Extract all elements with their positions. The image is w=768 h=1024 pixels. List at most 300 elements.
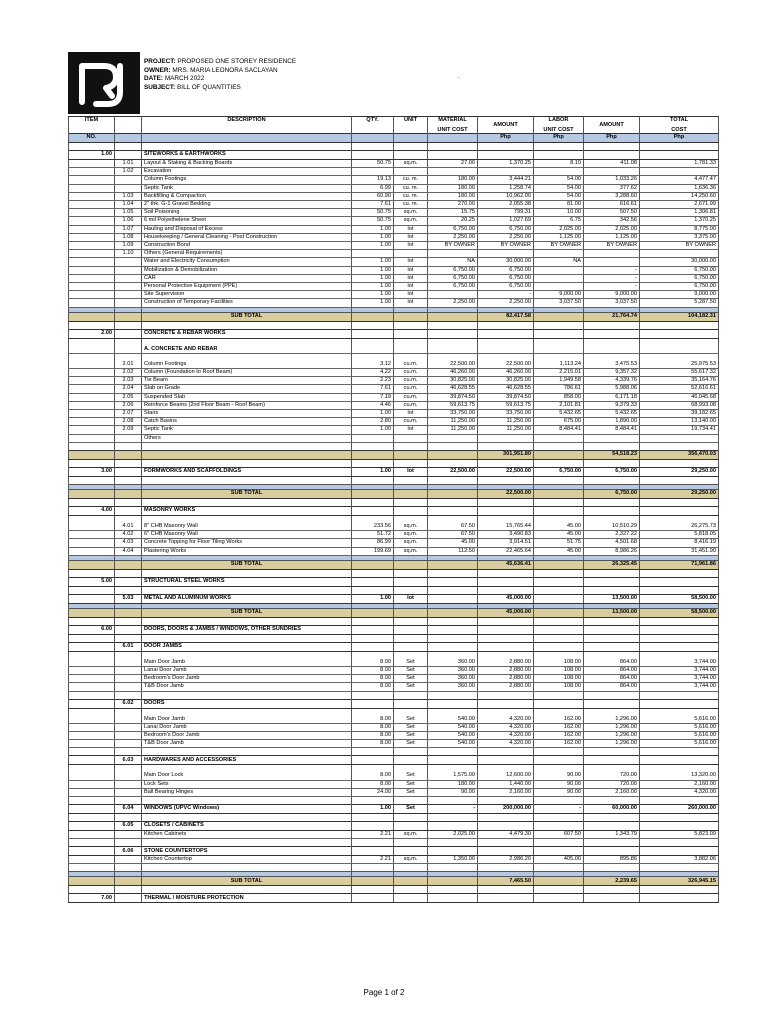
unit: cu.m. — [394, 393, 428, 401]
material-amount: 11,250.00 — [478, 426, 534, 434]
col-php-total: Php — [640, 134, 719, 143]
unit: lot — [394, 299, 428, 307]
labor-unit-cost: 108.00 — [534, 683, 584, 691]
total-cost: 5,616.00 — [640, 740, 719, 748]
labor-amount: - — [584, 274, 640, 282]
description: CONCRETE & REBAR WORKS — [142, 329, 352, 338]
line-item-row — [69, 201, 719, 209]
material-unit-cost: 22,500.00 — [428, 361, 478, 369]
blank-row — [69, 634, 719, 642]
labor-amount: 1,296.00 — [584, 716, 640, 724]
item-number — [69, 184, 115, 192]
line-item-row — [69, 168, 719, 176]
col-item: ITEM — [69, 117, 115, 126]
total-cost — [640, 168, 719, 176]
material-unit-cost: 6,750.00 — [428, 274, 478, 282]
sub-item-number — [115, 434, 142, 442]
description: Others — [142, 434, 352, 442]
description: Housekeeping / General Cleaning - Post Construction — [142, 233, 352, 241]
unit: lot — [394, 242, 428, 250]
sub-item-number — [115, 788, 142, 796]
subtotal-total: 58,500.00 — [640, 608, 719, 617]
sub-item-number: 6.02 — [115, 699, 142, 708]
subtotal-labor: 26,325.45 — [584, 560, 640, 569]
unit: Set — [394, 780, 428, 788]
blank-row — [69, 515, 719, 523]
section-row — [69, 699, 719, 708]
total-cost: 9,000.00 — [640, 291, 719, 299]
quantity: 1.00 — [352, 233, 394, 241]
sub-item-number — [115, 506, 142, 515]
sub-item-number: 2.01 — [115, 361, 142, 369]
col-php-material: Php — [478, 134, 534, 143]
item-number — [69, 856, 115, 864]
item-number — [69, 242, 115, 250]
sub-item-number: 4.01 — [115, 523, 142, 531]
line-item-row — [69, 217, 719, 225]
blank-row — [69, 143, 719, 151]
material-amount: 1,258.74 — [478, 184, 534, 192]
material-unit-cost — [428, 821, 478, 830]
quantity — [352, 699, 394, 708]
unit — [394, 756, 428, 765]
description: MASONRY WORKS — [142, 506, 352, 515]
total-cost: 3,882.06 — [640, 856, 719, 864]
line-item-row — [69, 346, 719, 354]
total-cost: 8,416.19 — [640, 539, 719, 547]
material-amount — [478, 329, 534, 338]
description: Slab on Grade — [142, 385, 352, 393]
total-cost: 5,818.05 — [640, 531, 719, 539]
quantity — [352, 151, 394, 160]
total-cost: 3,375.00 — [640, 233, 719, 241]
section-row — [69, 329, 719, 338]
material-unit-cost: 270.00 — [428, 201, 478, 209]
section-row — [69, 894, 719, 903]
sub-item-number: 2.02 — [115, 369, 142, 377]
line-item-row — [69, 418, 719, 426]
col-php-labor-unit: Php — [534, 134, 584, 143]
item-number — [69, 266, 115, 274]
labor-unit-cost: 45.00 — [534, 531, 584, 539]
labor-amount — [584, 821, 640, 830]
unit — [394, 151, 428, 160]
blank-row — [69, 586, 719, 594]
item-number — [69, 830, 115, 838]
quantity: 8.00 — [352, 675, 394, 683]
sub-item-number — [115, 176, 142, 184]
quantity: 8.00 — [352, 731, 394, 739]
item-number — [69, 699, 115, 708]
material-unit-cost: 2,025.00 — [428, 830, 478, 838]
item-number — [69, 523, 115, 531]
labor-amount — [584, 258, 640, 266]
description: CAR — [142, 274, 352, 282]
labor-unit-cost: 3,037.50 — [534, 299, 584, 307]
sub-item-number — [115, 683, 142, 691]
labor-amount: 13,500.00 — [584, 594, 640, 603]
quantity: 7.19 — [352, 393, 394, 401]
description: Main Door Lock — [142, 772, 352, 780]
item-number — [69, 731, 115, 739]
blank-row — [69, 708, 719, 716]
item-number — [69, 401, 115, 409]
total-cost — [640, 250, 719, 258]
item-number — [69, 539, 115, 547]
item-number — [69, 361, 115, 369]
quantity — [352, 434, 394, 442]
material-unit-cost: 1,575.00 — [428, 772, 478, 780]
unit: sq.m. — [394, 856, 428, 864]
total-cost: 58,500.00 — [640, 594, 719, 603]
line-item-row — [69, 184, 719, 192]
blank-row — [69, 498, 719, 506]
blank-row — [69, 321, 719, 329]
labor-unit-cost: 90.00 — [534, 788, 584, 796]
labor-amount: 8,484.41 — [584, 426, 640, 434]
total-cost: 3,744.00 — [640, 675, 719, 683]
labor-unit-cost: 162.00 — [534, 740, 584, 748]
material-unit-cost: BY OWNER — [428, 242, 478, 250]
description: Bedroom's Door Jamb — [142, 675, 352, 683]
labor-amount: 3,288.60 — [584, 192, 640, 200]
subtotal-total: 326,945.15 — [640, 877, 719, 886]
sub-item-number — [115, 772, 142, 780]
total-cost — [640, 506, 719, 515]
line-item-row — [69, 780, 719, 788]
labor-amount — [584, 250, 640, 258]
sub-item-number — [115, 625, 142, 634]
labor-amount: 8,986.26 — [584, 547, 640, 555]
item-number — [69, 716, 115, 724]
sub-item-number: 1.01 — [115, 160, 142, 168]
section-row — [69, 594, 719, 603]
sub-item-number — [115, 659, 142, 667]
item-number — [69, 788, 115, 796]
quantity: 8.00 — [352, 683, 394, 691]
material-unit-cost — [428, 699, 478, 708]
total-cost: 14,250.60 — [640, 192, 719, 200]
item-number — [69, 192, 115, 200]
labor-amount: 1,296.00 — [584, 740, 640, 748]
unit: lot — [394, 291, 428, 299]
description: Septic Tank — [142, 426, 352, 434]
quantity: 8.00 — [352, 780, 394, 788]
sub-item-number: 2.04 — [115, 385, 142, 393]
page-number: Page 1 of 2 — [363, 988, 405, 997]
sub-item-number: 2.09 — [115, 426, 142, 434]
labor-unit-cost — [534, 594, 584, 603]
material-amount — [478, 250, 534, 258]
total-cost: 25,975.53 — [640, 361, 719, 369]
description: Main Door Jamb — [142, 659, 352, 667]
material-unit-cost: 360.00 — [428, 659, 478, 667]
unit: cu. m. — [394, 201, 428, 209]
unit: sq.m. — [394, 523, 428, 531]
quantity: 86.99 — [352, 539, 394, 547]
project-line: PROJECT: PROPOSED ONE STOREY RESIDENCE — [144, 58, 297, 65]
sub-item-number: 5.03 — [115, 594, 142, 603]
sub-item-number — [115, 723, 142, 731]
total-cost: 6,750.00 — [640, 274, 719, 282]
total-cost: 68,993.08 — [640, 401, 719, 409]
description: 6 mil Polyethelene Sheet — [142, 217, 352, 225]
labor-amount: 1,296.00 — [584, 723, 640, 731]
unit: cu.m. — [394, 418, 428, 426]
description: A. CONCRETE AND REBAR — [142, 346, 352, 354]
description: SITEWORKS & EARTHWORKS — [142, 151, 352, 160]
material-amount: 6,750.00 — [478, 283, 534, 291]
material-unit-cost: 540.00 — [428, 723, 478, 731]
material-unit-cost — [428, 151, 478, 160]
labor-amount: 377.62 — [584, 184, 640, 192]
labor-unit-cost: 162.00 — [534, 716, 584, 724]
total-cost — [640, 577, 719, 586]
description: Kitchen Cabinets — [142, 830, 352, 838]
labor-unit-cost: 45.00 — [534, 523, 584, 531]
item-number: 2.00 — [69, 329, 115, 338]
description: Suspended Slab — [142, 393, 352, 401]
total-cost: 19,734.41 — [640, 426, 719, 434]
quantity: 199.69 — [352, 547, 394, 555]
line-item-row — [69, 683, 719, 691]
unit — [394, 346, 428, 354]
material-unit-cost — [428, 250, 478, 258]
section-row — [69, 625, 719, 634]
material-amount — [478, 821, 534, 830]
total-cost: 26,275.73 — [640, 523, 719, 531]
material-amount: 4,320.00 — [478, 740, 534, 748]
material-amount: 2,055.38 — [478, 201, 534, 209]
sub-item-number — [115, 151, 142, 160]
sub-item-number: 2.06 — [115, 401, 142, 409]
material-amount — [478, 894, 534, 903]
subtotal-row — [69, 312, 719, 321]
item-number — [69, 531, 115, 539]
unit: lot — [394, 426, 428, 434]
quantity: 1.00 — [352, 266, 394, 274]
sub-item-number: 6.05 — [115, 821, 142, 830]
item-number: 5.00 — [69, 577, 115, 586]
total-cost: 52,616.61 — [640, 385, 719, 393]
line-item-row — [69, 385, 719, 393]
labor-unit-cost — [534, 577, 584, 586]
labor-unit-cost — [534, 699, 584, 708]
material-amount — [478, 756, 534, 765]
item-number — [69, 160, 115, 168]
sub-item-number — [115, 258, 142, 266]
sub-item-number: 2.07 — [115, 410, 142, 418]
subtotal-total: 71,961.86 — [640, 560, 719, 569]
sub-item-number — [115, 266, 142, 274]
col-labor: LABOR — [534, 117, 584, 126]
material-amount: 3,490.83 — [478, 531, 534, 539]
blank-row — [69, 442, 719, 450]
subtotal-material: 7,465.50 — [478, 877, 534, 886]
quantity: 6.99 — [352, 184, 394, 192]
labor-amount: 9,379.33 — [584, 401, 640, 409]
description: Concrete Topping for Floor Tiling Works — [142, 539, 352, 547]
section-row — [69, 821, 719, 830]
line-item-row — [69, 830, 719, 838]
labor-amount: 2,327.22 — [584, 531, 640, 539]
unit: Set — [394, 804, 428, 813]
labor-amount: 864.00 — [584, 659, 640, 667]
material-amount — [478, 577, 534, 586]
material-unit-cost — [428, 291, 478, 299]
material-unit-cost — [428, 756, 478, 765]
labor-amount: 507.50 — [584, 209, 640, 217]
labor-amount: 342.56 — [584, 217, 640, 225]
sub-item-number: 1.03 — [115, 192, 142, 200]
section-row — [69, 756, 719, 765]
unit: cu. m. — [394, 184, 428, 192]
labor-unit-cost: 607.50 — [534, 830, 584, 838]
sub-item-number — [115, 577, 142, 586]
labor-unit-cost — [534, 250, 584, 258]
subtotal-labor: 6,750.00 — [584, 489, 640, 498]
item-number — [69, 847, 115, 856]
material-amount — [478, 151, 534, 160]
material-amount: 6,750.00 — [478, 225, 534, 233]
material-amount — [478, 625, 534, 634]
blank-row — [69, 651, 719, 659]
unit: sq.m. — [394, 160, 428, 168]
unit: cu.m. — [394, 369, 428, 377]
total-cost — [640, 329, 719, 338]
col-php-labor: Php — [584, 134, 640, 143]
labor-unit-cost — [534, 847, 584, 856]
quantity: 2.23 — [352, 377, 394, 385]
unit — [394, 250, 428, 258]
unit: Set — [394, 740, 428, 748]
unit: lot — [394, 283, 428, 291]
unit — [394, 329, 428, 338]
unit — [394, 168, 428, 176]
labor-amount: 3,475.53 — [584, 361, 640, 369]
blank-row — [69, 748, 719, 756]
unit: cu.m. — [394, 401, 428, 409]
unit: lot — [394, 594, 428, 603]
labor-amount — [584, 642, 640, 651]
labor-unit-cost: 2,101.81 — [534, 401, 584, 409]
quantity: 24.00 — [352, 788, 394, 796]
item-number — [69, 291, 115, 299]
material-amount: 6,750.00 — [478, 274, 534, 282]
unit: lot — [394, 258, 428, 266]
item-number — [69, 594, 115, 603]
total-cost: 30,000.00 — [640, 258, 719, 266]
labor-unit-cost — [534, 274, 584, 282]
item-number — [69, 418, 115, 426]
material-amount: 11,250.00 — [478, 418, 534, 426]
quantity: 8.00 — [352, 666, 394, 674]
owner-line: OWNER: MRS. MARIA LEONORA SACLAYAN — [144, 66, 278, 74]
item-number — [69, 772, 115, 780]
sub-item-number: 4.04 — [115, 547, 142, 555]
labor-unit-cost: NA — [534, 258, 584, 266]
description: FORMWORKS AND SCAFFOLDINGS — [142, 467, 352, 476]
description: Lanai Door Jamb — [142, 723, 352, 731]
line-item-row — [69, 539, 719, 547]
labor-unit-cost: 81.00 — [534, 201, 584, 209]
item-number — [69, 393, 115, 401]
line-item-row — [69, 723, 719, 731]
unit: lot — [394, 467, 428, 476]
subject-line: SUBJECT: BILL OF QUANTITIES — [144, 83, 241, 91]
sub-item-number — [115, 740, 142, 748]
quantity: 51.72 — [352, 531, 394, 539]
header-row-3 — [69, 134, 719, 143]
description: WINDOWS (UPVC Windows) — [142, 804, 352, 813]
quantity — [352, 250, 394, 258]
subtotal-label: SUB TOTAL — [142, 877, 352, 886]
line-item-row — [69, 242, 719, 250]
line-item-row — [69, 531, 719, 539]
material-amount — [478, 847, 534, 856]
description: DOOR JAMBS — [142, 642, 352, 651]
labor-amount: 1,343.79 — [584, 830, 640, 838]
line-item-row — [69, 659, 719, 667]
subtotal-row — [69, 489, 719, 498]
labor-unit-cost: 675.00 — [534, 418, 584, 426]
line-item-row — [69, 258, 719, 266]
material-unit-cost: 360.00 — [428, 683, 478, 691]
labor-amount: 9,357.32 — [584, 369, 640, 377]
material-unit-cost: 90.00 — [428, 788, 478, 796]
unit: Set — [394, 659, 428, 667]
labor-amount: 616.61 — [584, 201, 640, 209]
description: STONE COUNTERTOPS — [142, 847, 352, 856]
material-amount: 45,000.00 — [478, 594, 534, 603]
labor-unit-cost: BY OWNER — [534, 242, 584, 250]
material-amount: 1,370.25 — [478, 160, 534, 168]
col-total: TOTAL — [640, 117, 719, 126]
description: THERMAL / MOISTURE PROTECTION — [142, 894, 352, 903]
unit: Set — [394, 716, 428, 724]
description: 8" CHB Masonry Wall — [142, 523, 352, 531]
unit: cu. m. — [394, 192, 428, 200]
description: Mobilization & Demobilization — [142, 266, 352, 274]
material-amount — [478, 506, 534, 515]
total-cost: 5,616.00 — [640, 723, 719, 731]
material-unit-cost: 180.00 — [428, 184, 478, 192]
item-number — [69, 426, 115, 434]
item-number — [69, 683, 115, 691]
line-item-row — [69, 393, 719, 401]
unit: Set — [394, 683, 428, 691]
quantity: 1.00 — [352, 225, 394, 233]
sub-item-number: 2.05 — [115, 393, 142, 401]
blank-row — [69, 796, 719, 804]
description: Construction of Temporary Facilities — [142, 299, 352, 307]
line-item-row — [69, 283, 719, 291]
labor-unit-cost — [534, 434, 584, 442]
unit — [394, 847, 428, 856]
blank-row — [69, 338, 719, 346]
col-total-cost: COST — [640, 125, 719, 134]
material-unit-cost: 540.00 — [428, 716, 478, 724]
labor-amount: BY OWNER — [584, 242, 640, 250]
description: DOORS, DOORS & JAMBS / WINDOWS, OTHER SUNDRIES — [142, 625, 352, 634]
material-amount: 200,000.00 — [478, 804, 534, 813]
sub-item-number: 2.08 — [115, 418, 142, 426]
blank-row — [69, 617, 719, 625]
total-cost: 5,823.09 — [640, 830, 719, 838]
item-number — [69, 723, 115, 731]
description: CLOSETS / CABINETS — [142, 821, 352, 830]
description: Ball Bearing Hinges — [142, 788, 352, 796]
